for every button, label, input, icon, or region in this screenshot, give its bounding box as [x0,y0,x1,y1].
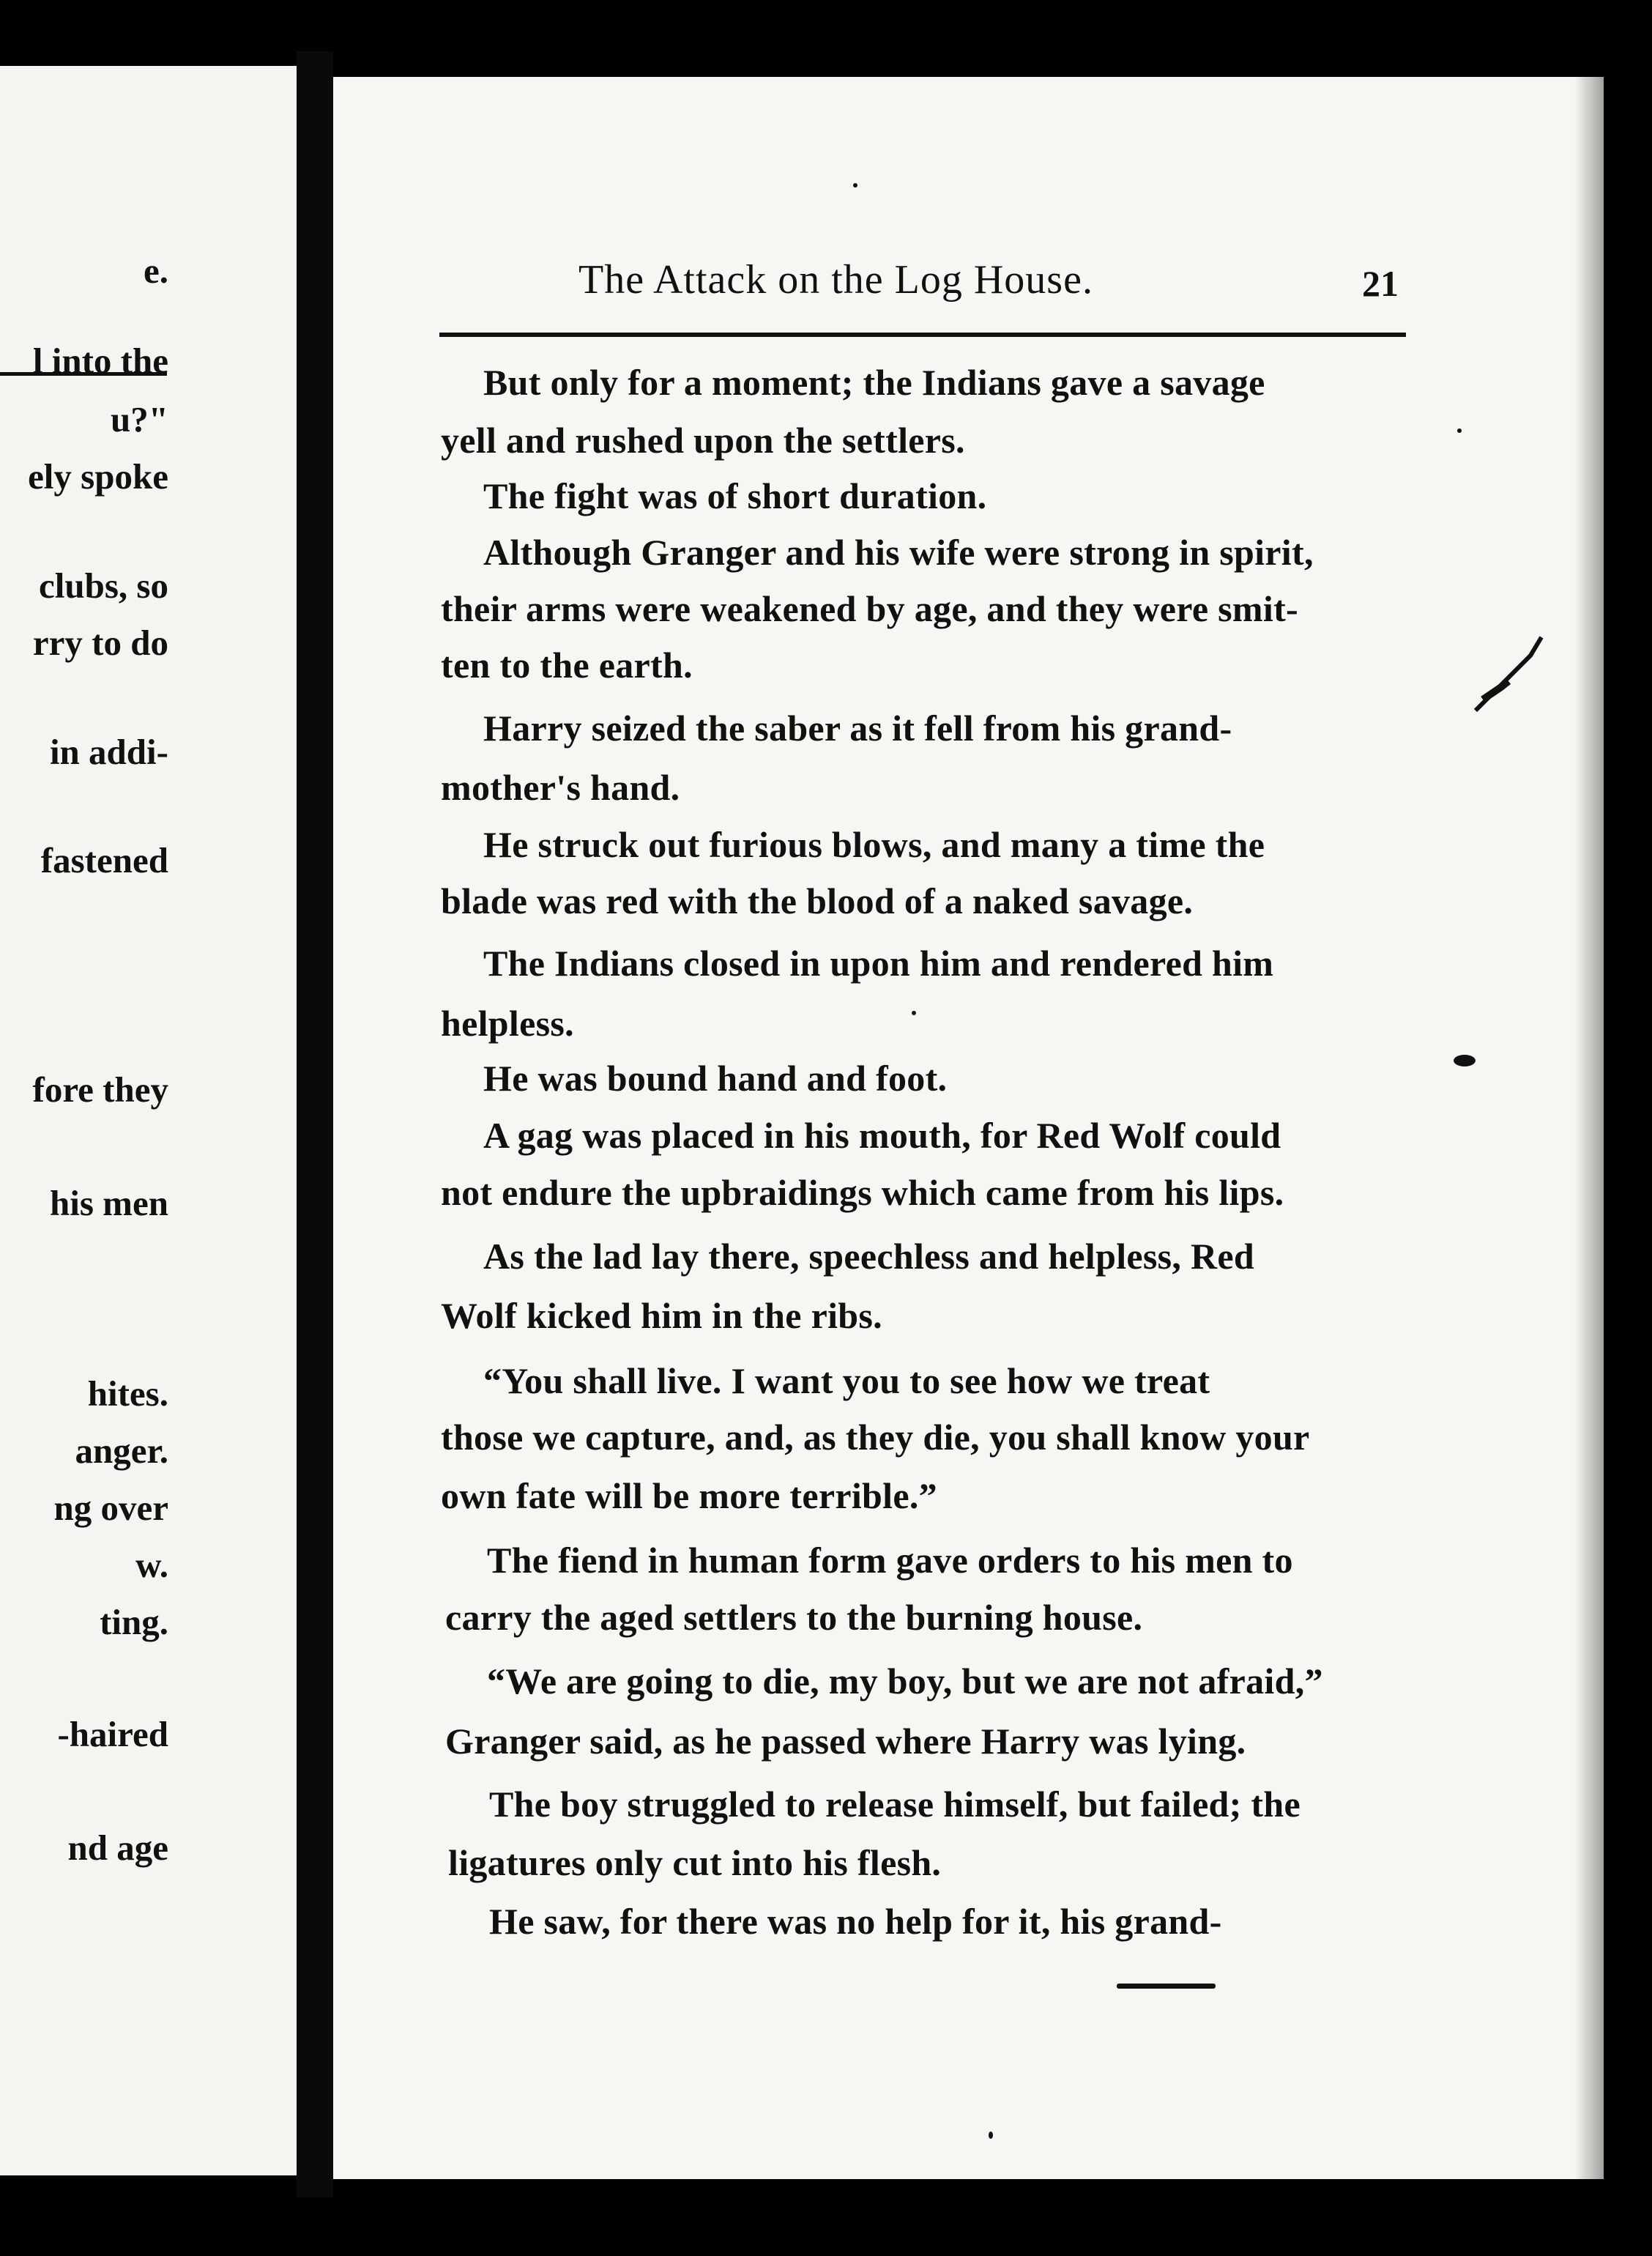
left-page-line: l into the [32,341,168,381]
body-line: not endure the upbraidings which came from his lips. [441,1172,1284,1213]
ink-speck [853,183,857,188]
left-page-line: clubs, so [38,565,168,606]
body-line: own fate will be more terrible.” [441,1475,937,1516]
body-line: blade was red with the blood of a naked savage. [441,880,1194,921]
body-line: Granger said, as he passed where Harry was lying. [445,1721,1246,1762]
bottom-dash-mark [1117,1984,1216,1989]
body-line: their arms were weakened by age, and they were smit- [441,588,1298,629]
body-line: A gag was placed in his mouth, for Red Wolf could [483,1115,1281,1156]
left-page-line: hites. [87,1373,168,1414]
left-page-line: in addi- [49,732,168,772]
body-line: But only for a moment; the Indians gave a savage [483,362,1265,403]
left-page-line: -haired [57,1714,168,1754]
body-line: carry the aged settlers to the burning house. [445,1597,1143,1638]
left-page-fragment [0,66,297,2175]
ink-smudge-mark [1468,630,1549,725]
ink-speck [989,2131,993,2139]
left-page-line: u?" [111,399,168,439]
body-line: ten to the earth. [441,645,693,686]
left-page-line: anger. [75,1431,168,1471]
left-page-line: nd age [67,1828,168,1868]
body-line: Wolf kicked him in the ribs. [441,1295,882,1336]
page-number: 21 [1362,263,1399,304]
left-page-line: his men [49,1183,168,1223]
left-page-line: fastened [40,840,168,880]
body-line: He saw, for there was no help for it, his grand- [489,1901,1222,1942]
body-line: Harry seized the saber as it fell from his grand- [483,708,1232,749]
body-line: He was bound hand and foot. [483,1058,948,1099]
body-line: those we capture, and, as they die, you shall know your [441,1417,1310,1458]
left-page-line: fore they [32,1069,168,1110]
left-page-line: ting. [100,1602,168,1642]
page-edge-shadow [1574,77,1604,2179]
left-page-line: e. [144,251,168,291]
running-head: The Attack on the Log House. [578,257,1093,303]
body-line: The boy struggled to release himself, but failed; the [489,1784,1301,1825]
ink-speck [1457,428,1462,433]
header-rule [439,333,1406,337]
left-page-line: ely spoke [28,456,168,497]
body-line: ligatures only cut into his flesh. [448,1842,942,1883]
body-line: mother's hand. [441,767,680,808]
body-line: yell and rushed upon the settlers. [441,420,965,461]
body-line: “You shall live. I want you to see how we treat [483,1360,1210,1401]
left-page-line: rry to do [32,623,168,663]
body-line: The fight was of short duration. [483,475,987,516]
body-line: As the lad lay there, speechless and helpless, Red [483,1236,1255,1277]
body-line: The fiend in human form gave orders to his men to [487,1540,1293,1581]
body-line: He struck out furious blows, and many a time the [483,824,1265,865]
ink-speck [912,1011,916,1015]
left-page-line: w. [135,1545,168,1585]
ink-speck [1454,1055,1476,1066]
body-line: “We are going to die, my boy, but we are not afraid,” [487,1661,1323,1702]
body-line: Although Granger and his wife were strong in spirit, [483,532,1314,573]
body-line: The Indians closed in upon him and rendered him [483,943,1274,984]
book-gutter [297,51,333,2197]
body-line: helpless. [441,1003,574,1044]
left-page-line: ng over [53,1488,168,1528]
